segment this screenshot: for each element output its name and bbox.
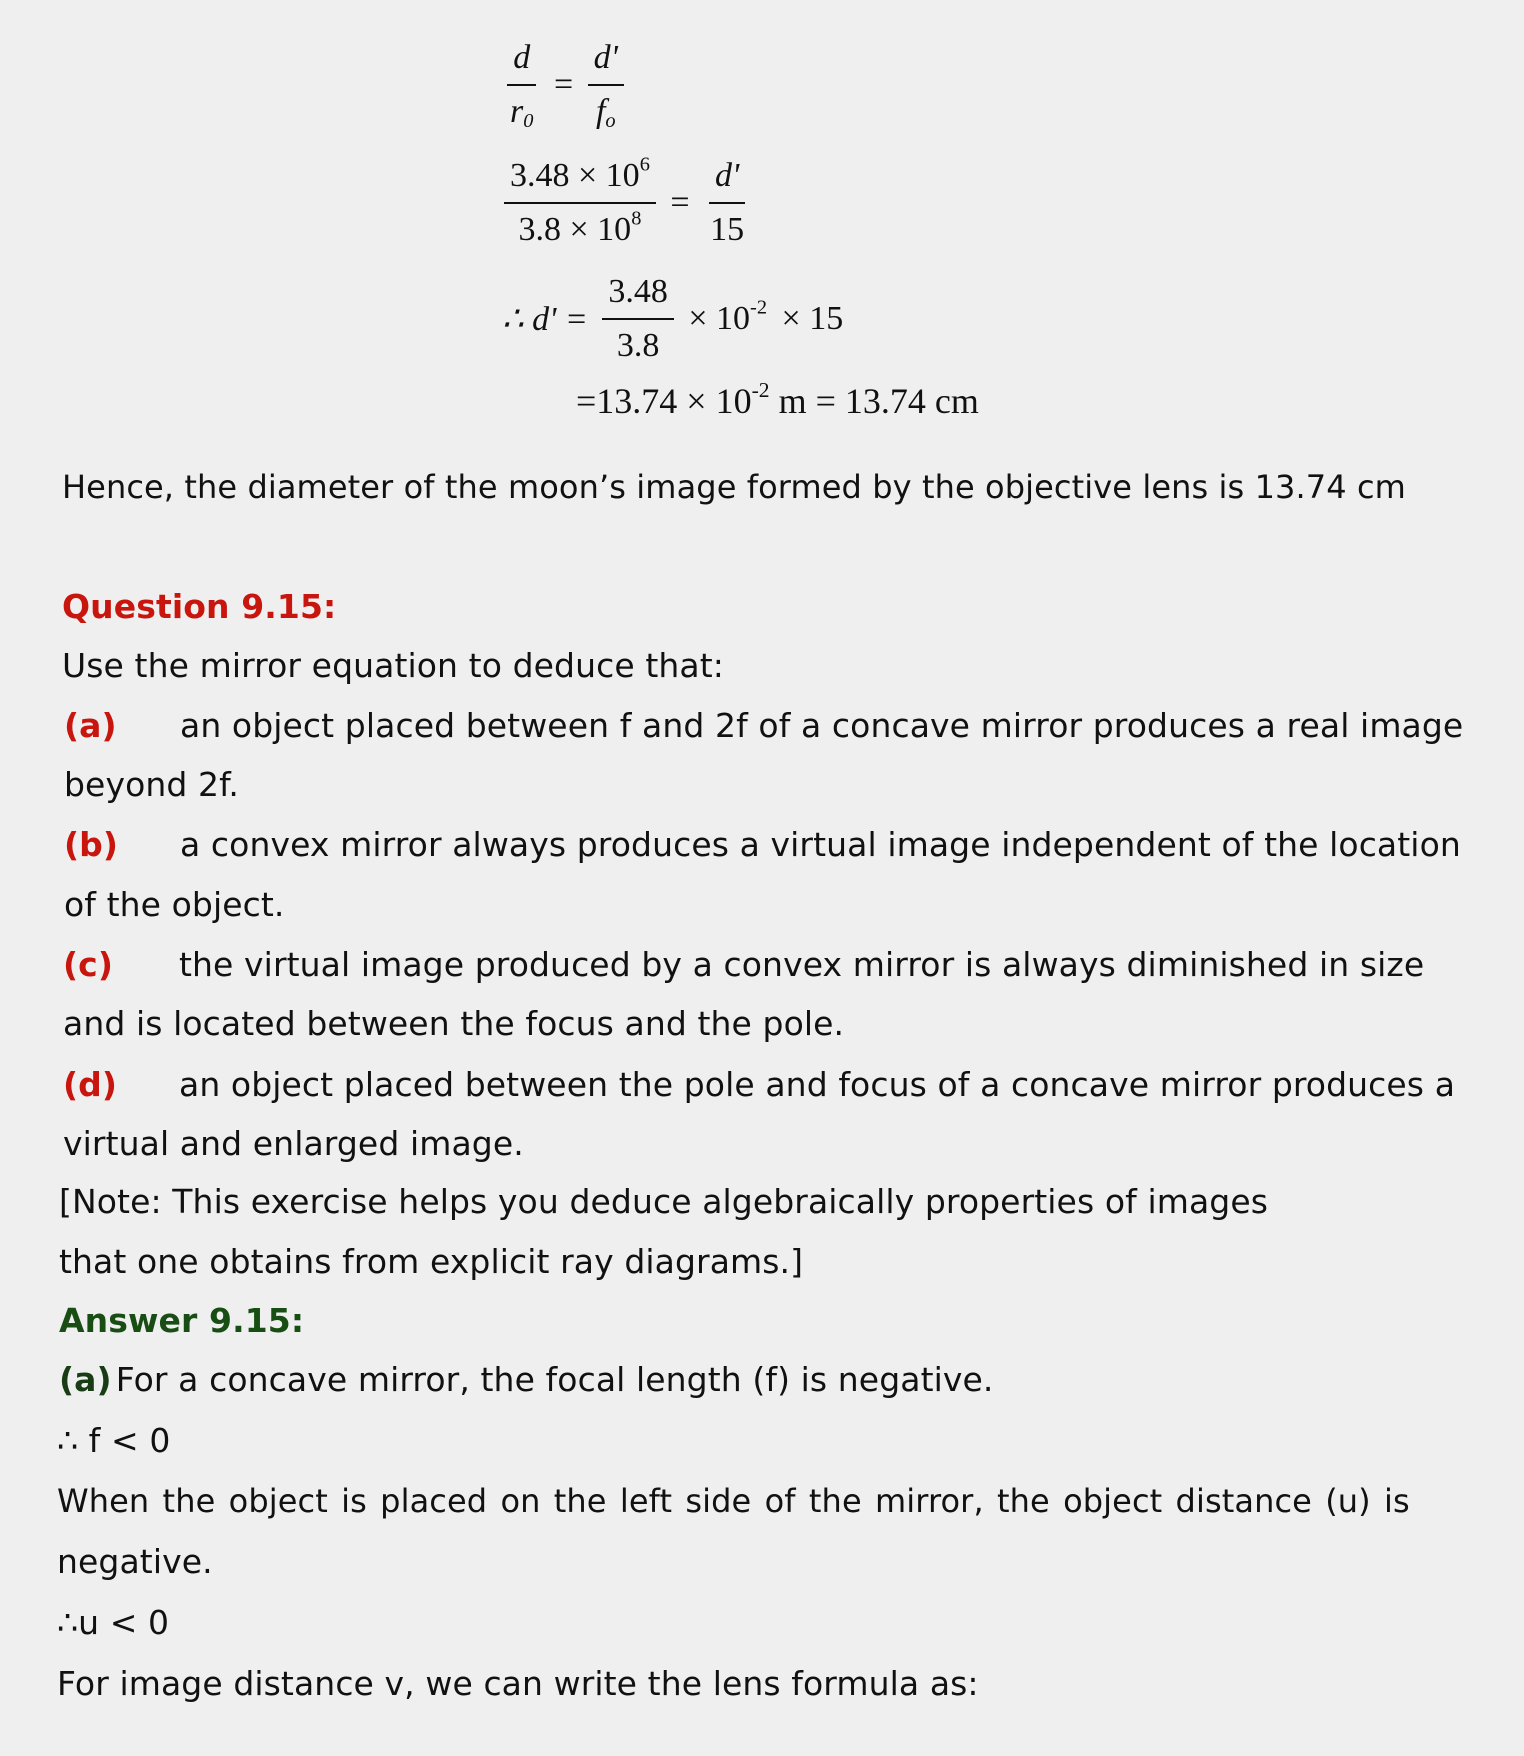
question-part-d-cont: virtual and enlarged image. — [63, 1124, 524, 1163]
fraction-moon-diameter-over-distance — [504, 153, 656, 248]
numerator-dprime: d' — [588, 40, 624, 86]
question-intro: Use the mirror equation to deduce that: — [62, 646, 724, 685]
times-15: × 15 — [781, 299, 844, 337]
numerator-d: d — [507, 40, 536, 86]
object-distance-line-2: negative. — [57, 1542, 213, 1581]
denominator-r0: $r_0$ — [510, 92, 534, 132]
equation-substituted — [504, 153, 750, 248]
equation-result: $=13.74 \times 10^{-2}$ m = 13.74 cm — [576, 377, 979, 421]
part-d-text: an object placed between the pole and focus of a concave mirror produces a — [179, 1065, 1456, 1104]
equation-ratio — [504, 39, 624, 132]
answer-a-text: For a concave mirror, the focal length (f) is negative. — [115, 1360, 994, 1399]
question-part-b-cont: of the object. — [64, 885, 285, 924]
object-distance-condition: ∴u < 0 — [57, 1603, 170, 1642]
question-part-a-cont: beyond 2f. — [64, 765, 240, 804]
answer-a-tag: (a) — [59, 1360, 112, 1399]
numerator-3-48: 3.48 — [602, 274, 674, 320]
question-heading: Question 9.15: — [62, 587, 337, 626]
conclusion-text: Hence, the diameter of the moon’s image formed by the objective lens is 13.74 cm — [62, 468, 1406, 506]
note-line-2: that one obtains from explicit ray diagrams.] — [59, 1242, 804, 1281]
part-a-tag: (a) — [64, 706, 117, 745]
fraction-dprime-over-15 — [704, 158, 750, 247]
object-distance-line-1: When the object is placed on the left side of the mirror, the object distance (u) is — [57, 1482, 1410, 1520]
part-d-tag: (d) — [63, 1065, 118, 1104]
question-part-c-cont: and is located between the focus and the pole. — [63, 1004, 845, 1043]
part-a-text: an object placed between f and 2f of a concave mirror produces a real image — [180, 706, 1464, 745]
part-c-text: the virtual image produced by a convex mirror is always diminished in size — [179, 945, 1425, 984]
question-part-c — [63, 945, 1424, 984]
therefore-dprime: ∴ d' = — [502, 300, 588, 338]
question-part-d — [63, 1065, 1455, 1104]
question-part-b — [64, 825, 1461, 864]
note-line-1: [Note: This exercise helps you deduce algebraically properties of images — [59, 1182, 1269, 1221]
denominator-moon-distance: $3.8 \times 10^8$ — [518, 207, 642, 248]
fraction-3-48-over-3-8 — [602, 274, 674, 363]
numerator-moon-diameter: $3.48 \times 10^6$ — [504, 158, 656, 204]
part-b-text: a convex mirror always produces a virtual image independent of the location — [180, 825, 1461, 864]
equals-sign: = — [670, 183, 690, 221]
equation-solve-dprime — [502, 274, 849, 363]
denominator-15: 15 — [710, 210, 745, 248]
answer-part-a — [59, 1360, 994, 1399]
part-b-tag: (b) — [64, 825, 119, 864]
power-term: × $10^{-2}$ — [688, 296, 768, 337]
lens-formula-intro: For image distance v, we can write the lens formula as: — [57, 1664, 979, 1703]
fraction-d-over-r0 — [504, 39, 539, 132]
part-c-tag: (c) — [63, 945, 114, 984]
fraction-dprime-over-fo — [588, 39, 624, 132]
question-part-a — [64, 706, 1463, 745]
focal-length-condition: ∴ f < 0 — [57, 1421, 171, 1460]
denominator-3-8: 3.8 — [616, 326, 660, 364]
numerator-dprime: d' — [709, 158, 745, 204]
equals-sign: = — [553, 65, 574, 103]
denominator-fo: $f_o$ — [595, 92, 616, 132]
answer-heading: Answer 9.15: — [59, 1301, 305, 1340]
